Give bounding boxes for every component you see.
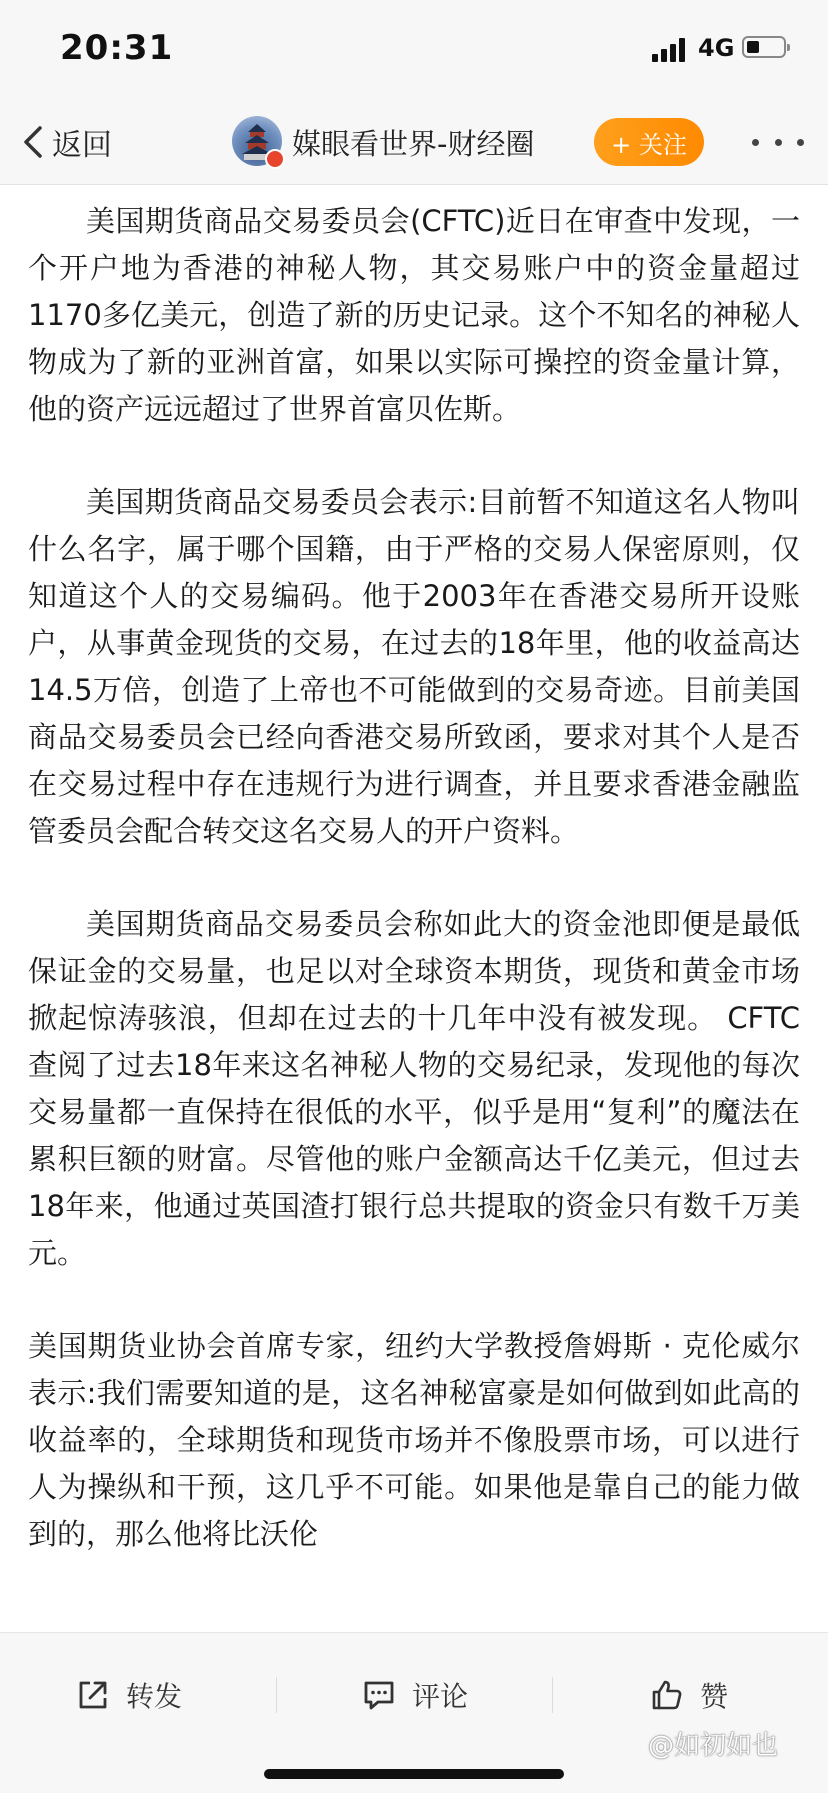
- share-arrow-icon: [76, 1678, 110, 1712]
- watermark-text: @如初如也: [648, 1731, 779, 1761]
- article-paragraph: 美国期货业协会首席专家，纽约大学教授詹姆斯 · 克伦威尔表示:我们需要知道的是，这名神秘富豪是如何做到如此高的收益率的，全球期货和现货市场并不像股票市场，可以进行人为操纵和干预，这几乎不可能。如果他是靠自己的能力做到的，那么他将比沃伦: [28, 1329, 800, 1551]
- article-paragraph: 美国期货商品交易委员会(CFTC)近日在审查中发现，一个开户地为香港的神秘人物，其交易账户中的资金量超过1170多亿美元，创造了新的历史记录。这个不知名的神秘人物成为了新的亚洲首富，如果以实际可操控的资金量计算，他的资产远远超过了世界首富贝佐斯。: [28, 204, 800, 426]
- avatar[interactable]: [232, 116, 282, 166]
- more-dots-icon: [752, 139, 759, 146]
- like-label: 赞: [700, 1680, 729, 1713]
- battery-icon: [742, 36, 786, 58]
- thumbs-up-icon: [650, 1678, 684, 1712]
- account-name[interactable]: 媒眼看世界-财经圈: [292, 127, 535, 161]
- article-paragraph: 美国期货商品交易委员会称如此大的资金池即便是最低保证金的交易量，也足以对全球资本期货，现货和黄金市场掀起惊涛骇浪，但却在过去的十几年中没有被发现。 CFTC查阅了过去18年来这名神秘人物的交易纪录，发现他的每次交易量都一直保持在很低的水平，似乎是用“复利”的魔法在累积巨额的财富。尽管他的账户金额高达千亿美元，但过去18年来，他通过英国渣打银行总共提取的资金只有数千万美元。: [28, 907, 800, 1270]
- repost-button[interactable]: [76, 1673, 182, 1717]
- comment-label: 评论: [412, 1680, 469, 1713]
- signal-icon: [652, 38, 688, 62]
- back-label: 返回: [52, 128, 112, 163]
- comment-button[interactable]: [362, 1673, 468, 1717]
- follow-button[interactable]: + 关注: [594, 118, 704, 166]
- like-button[interactable]: [650, 1673, 728, 1717]
- status-time: 20:31: [60, 28, 174, 68]
- article-paragraph: 美国期货商品交易委员会表示:目前暂不知道这名人物叫什么名字，属于哪个国籍，由于严格的交易人保密原则，仅知道这个人的交易编码。他于2003年在香港交易所开设账户，从事黄金现货的交易，在过去的18年里，他的收益高达14.5万倍，创造了上帝也不可能做到的交易奇迹。目前美国商品交易委员会已经向香港交易所致函，要求对其个人是否在交易过程中存在违规行为进行调查，并且要求香港金融监管委员会配合转交这名交易人的开户资料。: [28, 485, 800, 848]
- verified-badge-icon: [265, 149, 285, 169]
- chevron-left-icon: [22, 125, 44, 159]
- nav-bar: [0, 100, 828, 185]
- repost-label: 转发: [126, 1680, 183, 1713]
- more-button[interactable]: [752, 130, 804, 154]
- network-type: 4G: [698, 34, 735, 62]
- divider: [552, 1677, 553, 1713]
- status-bar: [0, 0, 828, 100]
- back-button[interactable]: [22, 120, 112, 164]
- divider: [276, 1677, 277, 1713]
- home-indicator[interactable]: [264, 1769, 564, 1779]
- bottom-action-bar: [0, 1632, 828, 1793]
- comment-bubble-icon: [362, 1678, 396, 1712]
- article-body: [28, 198, 800, 1604]
